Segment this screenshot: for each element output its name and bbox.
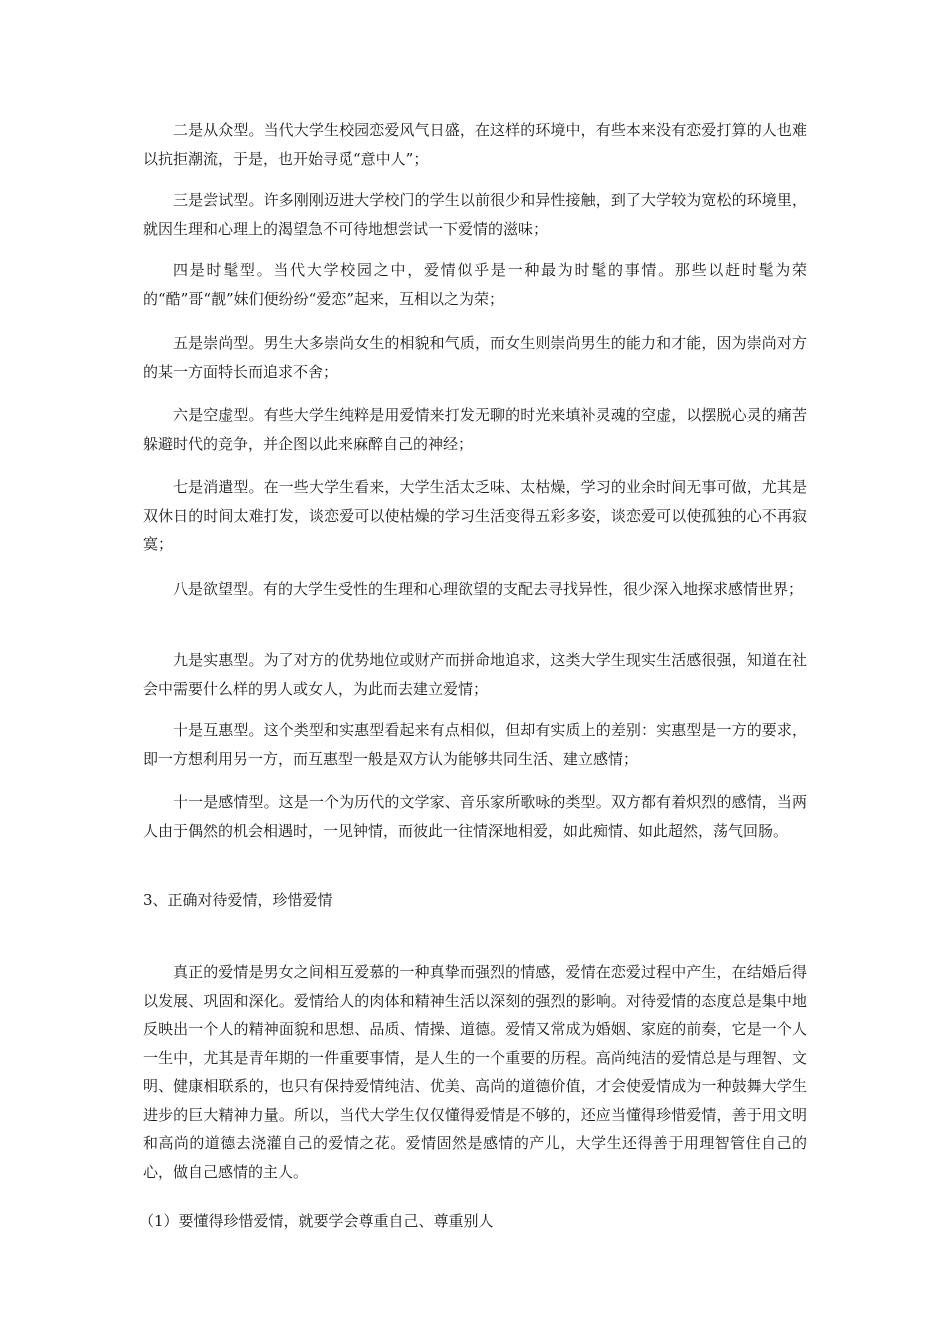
paragraph-mutual-benefit-type: 十是互惠型。这个类型和实惠型看起来有点相似，但却有实质上的差别：实惠型是一方的要求，即一方想利用另一方，而互惠型一般是双方认为能够共同生活、建立感情；: [143, 721, 807, 768]
section-body: 真正的爱情是男女之间相互爱慕的一种真挚而强烈的情感，爱情在恋爱过程中产生，在结婚后得以发展、巩固和深化。爱情给人的肉体和精神生活以深刻的强烈的影响。对待爱情的态度总是集中地反映出一个人的精神面貌和思想、品质、情操、道德。爱情又常成为婚姻、家庭的前奏，它是一个人一生中，尤其是青年期的一件重要事情，是人生的一个重要的历程。高尚纯洁的爱情总是与理智、文明、健康相联系的，也只有保持爱情纯洁、优美、高尚的道德价值，才会使爱情成为一种鼓舞大学生进步的巨大精神力量。所以，当代大学生仅仅懂得爱情是不够的，还应当懂得珍惜爱情，善于用文明和高尚的道德去浇灌自己的爱情之花。爱情固然是感情的产儿，大学生还得善于用理智管住自己的心，做自己感情的主人。: [143, 963, 807, 1181]
paragraph-benefit-type: 九是实惠型。为了对方的优势地位或财产而拼命地追求，这类大学生现实生活感很强，知道在社会中需要什么样的男人或女人，为此而去建立爱情；: [143, 651, 807, 698]
paragraph-emptiness-type: 六是空虚型。有些大学生纯粹是用爱情来打发无聊的时光来填补灵魂的空虚，以摆脱心灵的痛苦躲避时代的竞争，并企图以此来麻醉自己的神经；: [143, 406, 807, 453]
paragraph-emotion-type: 十一是感情型。这是一个为历代的文学家、音乐家所歌咏的类型。双方都有着炽烈的感情，当两人由于偶然的机会相遇时，一见钟情，而彼此一往情深地相爱，如此痴情、如此超然，荡气回肠。: [143, 793, 807, 840]
paragraph-pastime-type: 七是消遣型。在一些大学生看来，大学生活太乏味、太枯燥，学习的业余时间无事可做，尤其是双休日的时间太难打发，谈恋爱可以使枯燥的学习生活变得五彩多姿，谈恋爱可以使孤独的心不再寂寞；: [143, 478, 807, 553]
paragraph-admiration-type: 五是崇尚型。男生大多崇尚女生的相貌和气质，而女生则崇尚男生的能力和才能，因为崇尚对方的某一方面特长而追求不舍；: [143, 334, 807, 381]
section-heading: 3、正确对待爱情，珍惜爱情: [143, 891, 333, 909]
paragraph-trial-type: 三是尝试型。许多刚刚迈进大学校门的学生以前很少和异性接触，到了大学较为宽松的环境里，就因生理和心理上的渴望急不可待地想尝试一下爱情的滋味；: [143, 191, 807, 238]
paragraph-conformity-type: 二是从众型。当代大学生校园恋爱风气日盛，在这样的环境中，有些本来没有恋爱打算的人也难以抗拒潮流，于是，也开始寻觅“意中人”；: [143, 121, 807, 168]
paragraph-fashion-type: 四是时髦型。当代大学校园之中，爱情似乎是一种最为时髦的事情。那些以赶时髦为荣的“酷”哥“靓”妹们便纷纷“爱恋”起来，互相以之为荣；: [143, 261, 807, 308]
paragraph-desire-type: 八是欲望型。有的大学生受性的生理和心理欲望的支配去寻找异性，很少深入地探求感情世界；: [173, 580, 804, 598]
subsection-heading: （1）要懂得珍惜爱情，就要学会尊重自己、尊重别人: [139, 1212, 494, 1230]
